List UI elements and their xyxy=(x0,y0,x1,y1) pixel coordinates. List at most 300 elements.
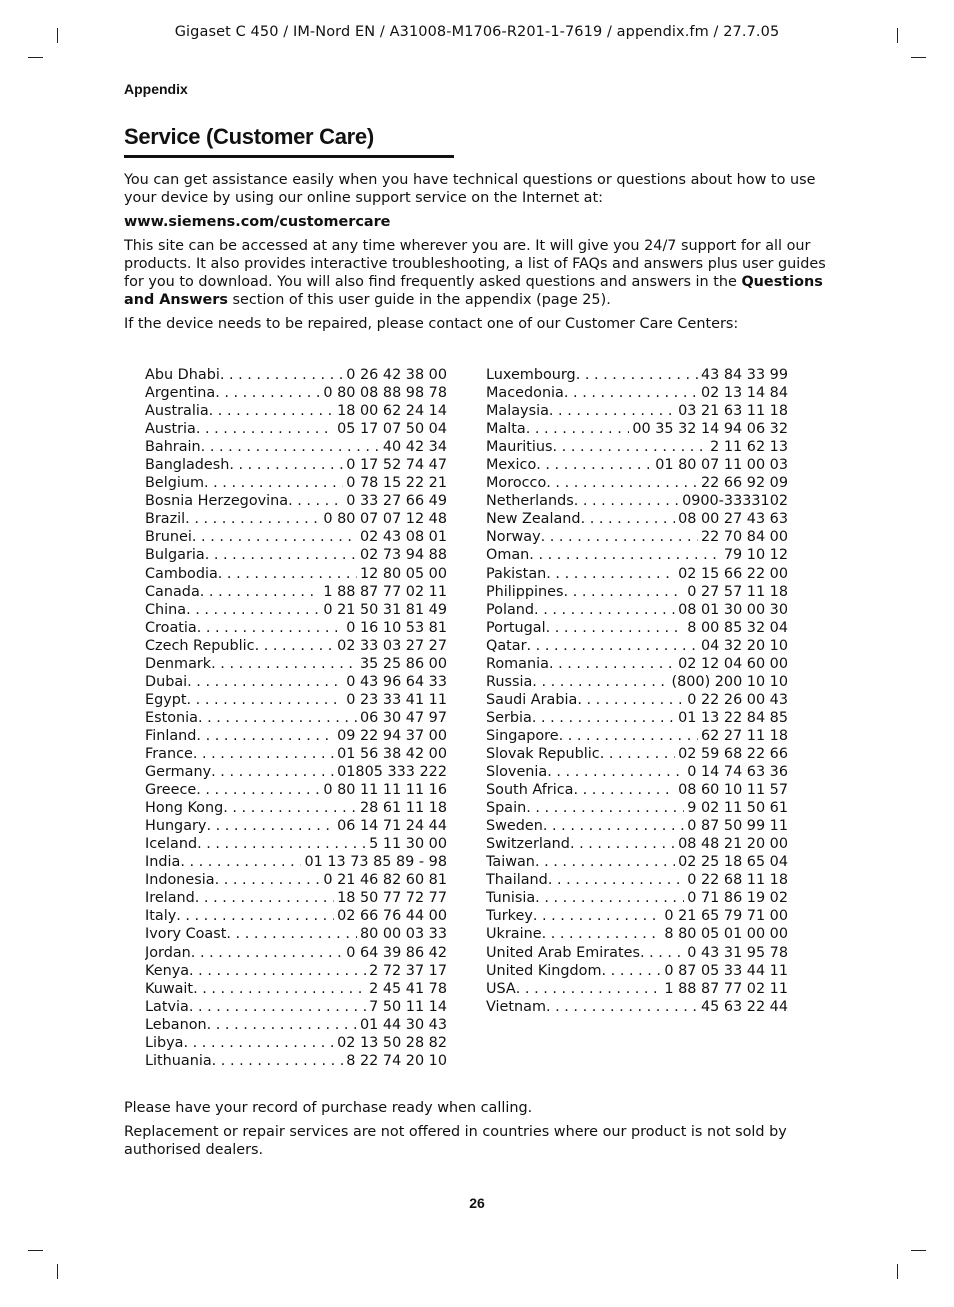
phone-number: 0 26 42 38 00 xyxy=(346,367,447,383)
dot-leader xyxy=(207,1016,357,1034)
dot-leader xyxy=(197,835,366,853)
customer-care-list-left xyxy=(145,366,447,1070)
site-paragraph xyxy=(124,237,832,309)
phone-number: 00 35 32 14 94 06 32 xyxy=(632,421,788,438)
care-center-row xyxy=(486,998,788,1016)
care-center-row xyxy=(145,510,447,528)
care-center-row xyxy=(486,799,788,817)
care-center-row xyxy=(486,655,788,673)
dot-leader xyxy=(574,492,679,510)
title-underline xyxy=(124,155,454,158)
phone-number: 0 17 52 74 47 xyxy=(346,457,447,474)
phone-number: 8 80 05 01 00 00 xyxy=(664,926,788,943)
dot-leader xyxy=(535,853,675,871)
care-center-row xyxy=(145,546,447,564)
phone-number: 02 25 18 65 04 xyxy=(678,854,788,871)
dot-leader xyxy=(576,366,698,384)
country-name: Cambodia xyxy=(145,565,218,582)
phone-number: 8 00 85 32 04 xyxy=(687,619,788,636)
phone-number: 02 13 14 84 xyxy=(701,385,788,402)
care-center-row xyxy=(145,980,447,998)
dot-leader xyxy=(533,907,662,925)
care-center-row xyxy=(486,366,788,384)
dot-leader xyxy=(288,492,343,510)
phone-number: 02 15 66 22 00 xyxy=(678,565,788,582)
phone-number: 0 21 46 82 60 81 xyxy=(323,872,447,889)
phone-number: 02 59 68 22 66 xyxy=(678,745,788,762)
dot-leader xyxy=(220,366,343,384)
care-center-row xyxy=(145,889,447,907)
dot-leader xyxy=(527,637,698,655)
phone-number: 0 80 11 11 11 16 xyxy=(323,782,447,799)
dot-leader xyxy=(211,763,334,781)
phone-number: 0 64 39 86 42 xyxy=(346,944,447,961)
care-center-row xyxy=(145,799,447,817)
care-center-row xyxy=(486,980,788,998)
country-name: Thailand xyxy=(486,872,548,889)
care-center-row xyxy=(486,528,788,546)
phone-number: 03 21 63 11 18 xyxy=(678,403,788,420)
dot-leader xyxy=(200,583,321,601)
phone-number: 79 10 12 xyxy=(723,547,788,564)
care-center-row xyxy=(145,907,447,925)
phone-number: 40 42 34 xyxy=(382,439,447,456)
phone-number: 12 80 05 00 xyxy=(360,565,447,582)
dot-leader xyxy=(602,962,662,980)
country-name: Mexico xyxy=(486,457,537,474)
country-name: Turkey xyxy=(486,908,533,925)
phone-number: 7 50 11 14 xyxy=(369,998,447,1015)
care-center-row xyxy=(145,817,447,835)
phone-number: 06 30 47 97 xyxy=(360,709,447,726)
dot-leader xyxy=(187,691,344,709)
dot-leader xyxy=(553,438,708,456)
dot-leader xyxy=(534,601,675,619)
dot-leader xyxy=(532,673,668,691)
dot-leader xyxy=(570,835,675,853)
phone-number: 06 14 71 24 44 xyxy=(337,818,447,835)
phone-number: 0 80 08 88 98 78 xyxy=(323,385,447,402)
phone-number: 04 32 20 10 xyxy=(701,637,788,654)
phone-number: 1 88 87 77 02 11 xyxy=(323,583,447,600)
dot-leader xyxy=(201,438,380,456)
country-name: Morocco xyxy=(486,475,547,492)
phone-number: 45 63 22 44 xyxy=(701,998,788,1015)
country-name: Hong Kong xyxy=(145,800,224,817)
care-center-row xyxy=(145,853,447,871)
dot-leader xyxy=(573,781,675,799)
country-name: Singapore xyxy=(486,727,559,744)
support-url[interactable]: www.siemens.com/customercare xyxy=(124,214,391,230)
dot-leader xyxy=(196,781,320,799)
country-name: Ivory Coast xyxy=(145,926,227,943)
dot-leader xyxy=(189,998,366,1016)
phone-number: 0 22 26 00 43 xyxy=(687,691,788,708)
phone-number: 02 43 08 01 xyxy=(360,529,447,546)
phone-number: 62 27 11 18 xyxy=(701,727,788,744)
country-name: Portugal xyxy=(486,619,546,636)
crop-mark xyxy=(911,1250,926,1251)
country-name: Denmark xyxy=(145,655,212,672)
care-center-row xyxy=(486,889,788,907)
country-name: Taiwan xyxy=(486,854,535,871)
phone-number: 0 16 10 53 81 xyxy=(346,619,447,636)
care-center-row xyxy=(145,402,447,420)
country-name: Austria xyxy=(145,421,196,438)
dot-leader xyxy=(212,1052,344,1070)
country-name: Australia xyxy=(145,403,209,420)
country-name: Germany xyxy=(145,764,212,781)
care-center-row xyxy=(145,1052,447,1070)
page-title: Service (Customer Care) xyxy=(124,124,374,149)
phone-number: 05 17 07 50 04 xyxy=(337,421,447,438)
country-name: Poland xyxy=(486,601,535,618)
customer-care-list-right xyxy=(486,366,788,1016)
dot-leader xyxy=(548,871,684,889)
phone-number: 35 25 86 00 xyxy=(360,655,447,672)
country-name: Brunei xyxy=(145,529,192,546)
crop-mark xyxy=(57,28,58,43)
care-center-row xyxy=(145,619,447,637)
dot-leader xyxy=(559,727,698,745)
phone-number: 0 80 07 07 12 48 xyxy=(323,511,447,528)
dot-leader xyxy=(198,709,357,727)
country-name: Malta xyxy=(486,421,526,438)
country-name: USA xyxy=(486,980,516,997)
care-center-row xyxy=(486,691,788,709)
country-name: India xyxy=(145,854,181,871)
country-name: Vietnam xyxy=(486,998,546,1015)
care-center-row xyxy=(486,402,788,420)
care-center-row xyxy=(145,727,447,745)
phone-number: 0 43 96 64 33 xyxy=(346,673,447,690)
country-name: Sweden xyxy=(486,818,543,835)
care-center-row xyxy=(486,673,788,691)
country-name: Canada xyxy=(145,583,200,600)
phone-number: 0 43 31 95 78 xyxy=(687,944,788,961)
dot-leader xyxy=(189,962,366,980)
phone-number: 18 50 77 72 77 xyxy=(337,890,447,907)
care-center-row xyxy=(145,456,447,474)
site-text-after: section of this user guide in the appendix (page 25). xyxy=(227,292,611,308)
phone-number: 0 71 86 19 02 xyxy=(687,890,788,907)
phone-number: 08 60 10 11 57 xyxy=(678,782,788,799)
country-name: Kenya xyxy=(145,962,190,979)
dot-leader xyxy=(546,998,698,1016)
phone-number: 22 70 84 00 xyxy=(701,529,788,546)
phone-number: 0 21 65 79 71 00 xyxy=(664,908,788,925)
dot-leader xyxy=(564,384,698,402)
dot-leader xyxy=(577,691,684,709)
dot-leader xyxy=(532,709,675,727)
phone-number: (800) 200 10 10 xyxy=(671,673,788,690)
dot-leader xyxy=(205,546,357,564)
care-center-row xyxy=(145,673,447,691)
country-name: Bulgaria xyxy=(145,547,205,564)
phone-number: 0 21 50 31 81 49 xyxy=(323,601,447,618)
dot-leader xyxy=(197,619,344,637)
phone-number: 0 87 50 99 11 xyxy=(687,818,788,835)
dot-leader xyxy=(541,528,698,546)
dot-leader xyxy=(211,655,357,673)
country-name: Greece xyxy=(145,782,197,799)
phone-number: 2 11 62 13 xyxy=(710,439,788,456)
country-name: Russia xyxy=(486,673,533,690)
dot-leader xyxy=(192,528,357,546)
phone-number: 2 45 41 78 xyxy=(369,980,447,997)
dot-leader xyxy=(186,601,320,619)
site-text-before: This site can be accessed at any time wherever you are. It will give you 24/7 support for all our products. It also provides interactive troubleshooting, a list of FAQs and answers plus user guides for you to download. You will also find frequently asked questions and answers in the xyxy=(124,238,826,290)
country-name: Ireland xyxy=(145,890,195,907)
phone-number: 22 66 92 09 xyxy=(701,475,788,492)
care-center-row xyxy=(486,510,788,528)
qa-section-reference: Questions and Answers xyxy=(124,274,823,308)
care-center-row xyxy=(145,925,447,943)
country-name: New Zealand xyxy=(486,511,581,528)
dot-leader xyxy=(184,1034,335,1052)
phone-number: 0900-3333102 xyxy=(682,493,788,510)
care-center-row xyxy=(486,817,788,835)
care-center-row xyxy=(145,871,447,889)
care-center-row xyxy=(486,709,788,727)
dot-leader xyxy=(180,853,301,871)
care-center-row xyxy=(486,619,788,637)
phone-number: 02 66 76 44 00 xyxy=(337,908,447,925)
country-name: Romania xyxy=(486,655,549,672)
care-center-row xyxy=(145,528,447,546)
crop-mark xyxy=(897,28,898,43)
care-center-row xyxy=(486,745,788,763)
care-center-row xyxy=(486,601,788,619)
care-center-row xyxy=(486,962,788,980)
phone-number: 09 22 94 37 00 xyxy=(337,727,447,744)
phone-number: 0 33 27 66 49 xyxy=(346,493,447,510)
country-name: Spain xyxy=(486,800,527,817)
care-center-row xyxy=(145,1034,447,1052)
dot-leader xyxy=(542,925,662,943)
phone-number: 28 61 11 18 xyxy=(360,800,447,817)
care-center-row xyxy=(486,907,788,925)
phone-number: 02 12 04 60 00 xyxy=(678,655,788,672)
phone-number: 08 00 27 43 63 xyxy=(678,511,788,528)
country-name: Belgium xyxy=(145,475,204,492)
care-center-row xyxy=(486,438,788,456)
country-name: Dubai xyxy=(145,673,188,690)
country-name: Malaysia xyxy=(486,403,549,420)
country-name: Macedonia xyxy=(486,385,564,402)
care-center-row xyxy=(145,366,447,384)
care-center-row xyxy=(486,835,788,853)
phone-number: 0 78 15 22 21 xyxy=(346,475,447,492)
phone-number: 01 56 38 42 00 xyxy=(337,745,447,762)
country-name: Norway xyxy=(486,529,541,546)
care-center-row xyxy=(486,763,788,781)
phone-number: 43 84 33 99 xyxy=(701,367,788,383)
care-center-row xyxy=(145,709,447,727)
country-name: Egypt xyxy=(145,691,187,708)
country-name: Bangladesh xyxy=(145,457,230,474)
care-center-row xyxy=(145,565,447,583)
phone-number: 2 72 37 17 xyxy=(369,962,447,979)
dot-leader xyxy=(600,745,675,763)
care-center-row xyxy=(145,655,447,673)
country-name: Slovenia xyxy=(486,764,548,781)
dot-leader xyxy=(195,889,334,907)
country-name: Saudi Arabia xyxy=(486,691,578,708)
country-name: France xyxy=(145,745,193,762)
dot-leader xyxy=(193,745,334,763)
country-name: Brazil xyxy=(145,511,186,528)
country-name: Hungary xyxy=(145,818,207,835)
care-center-row xyxy=(145,637,447,655)
care-center-row xyxy=(486,944,788,962)
phone-number: 0 14 74 63 36 xyxy=(687,764,788,781)
phone-number: 01 13 22 84 85 xyxy=(678,709,788,726)
country-name: Jordan xyxy=(145,944,191,961)
care-center-row xyxy=(145,691,447,709)
phone-number: 01 44 30 43 xyxy=(360,1016,447,1033)
crop-mark xyxy=(57,1264,58,1279)
dot-leader xyxy=(215,871,321,889)
phone-number: 0 27 57 11 18 xyxy=(687,583,788,600)
dot-leader xyxy=(215,384,320,402)
dot-leader xyxy=(196,420,334,438)
care-center-row xyxy=(145,474,447,492)
dot-leader xyxy=(206,817,334,835)
page-number: 26 xyxy=(469,1195,485,1211)
country-name: Lebanon xyxy=(145,1016,207,1033)
country-name: Kuwait xyxy=(145,980,194,997)
dot-leader xyxy=(209,402,334,420)
dot-leader xyxy=(191,944,344,962)
dot-leader xyxy=(526,799,684,817)
phone-number: 0 23 33 41 11 xyxy=(346,691,447,708)
dot-leader xyxy=(255,637,335,655)
phone-number: 08 01 30 00 30 xyxy=(678,601,788,618)
dot-leader xyxy=(193,980,366,998)
country-name: South Africa xyxy=(486,782,574,799)
country-name: Pakistan xyxy=(486,565,547,582)
phone-number: 02 33 03 27 27 xyxy=(337,637,447,654)
country-name: United Arab Emirates xyxy=(486,944,640,961)
country-name: Lithuania xyxy=(145,1052,212,1069)
dot-leader xyxy=(516,980,662,998)
phone-number: 5 11 30 00 xyxy=(369,836,447,853)
phone-number: 1 88 87 77 02 11 xyxy=(664,980,788,997)
care-center-row xyxy=(486,637,788,655)
country-name: Philippines xyxy=(486,583,564,600)
care-center-row xyxy=(486,492,788,510)
care-center-row xyxy=(486,853,788,871)
country-name: Switzerland xyxy=(486,836,570,853)
repair-paragraph: If the device needs to be repaired, please contact one of our Customer Care Centers: xyxy=(124,316,739,332)
country-name: Finland xyxy=(145,727,197,744)
care-center-row xyxy=(145,384,447,402)
country-name: Oman xyxy=(486,547,530,564)
dot-leader xyxy=(226,925,357,943)
dot-leader xyxy=(546,474,698,492)
dot-leader xyxy=(549,655,675,673)
country-name: Ukraine xyxy=(486,926,542,943)
country-name: United Kingdom xyxy=(486,962,602,979)
purchase-note: Please have your record of purchase ready when calling. xyxy=(124,1100,533,1116)
care-center-row xyxy=(486,565,788,583)
dot-leader xyxy=(564,583,685,601)
country-name: Libya xyxy=(145,1034,184,1051)
care-center-row xyxy=(145,1016,447,1034)
dot-leader xyxy=(223,799,357,817)
country-name: Italy xyxy=(145,908,177,925)
phone-number: 18 00 62 24 14 xyxy=(337,403,447,420)
care-center-row xyxy=(145,962,447,980)
dot-leader xyxy=(549,402,675,420)
crop-mark xyxy=(897,1264,898,1279)
care-center-row xyxy=(486,384,788,402)
dot-leader xyxy=(218,565,357,583)
dot-leader xyxy=(187,673,343,691)
dot-leader xyxy=(543,817,684,835)
country-name: Serbia xyxy=(486,709,532,726)
dot-leader xyxy=(229,456,343,474)
country-name: Bosnia Herzegovina xyxy=(145,493,289,510)
country-name: Indonesia xyxy=(145,872,215,889)
phone-number: 01 13 73 85 89 - 98 xyxy=(304,854,447,871)
care-center-row xyxy=(486,474,788,492)
dot-leader xyxy=(535,889,684,907)
country-name: Luxembourg xyxy=(486,367,576,383)
care-center-row xyxy=(145,583,447,601)
crop-mark xyxy=(911,57,926,58)
care-center-row xyxy=(486,727,788,745)
replacement-note: Replacement or repair services are not offered in countries where our product is not sold by authorised dealers. xyxy=(124,1124,787,1158)
care-center-row xyxy=(486,456,788,474)
dot-leader xyxy=(546,565,675,583)
dot-leader xyxy=(536,456,652,474)
country-name: China xyxy=(145,601,187,618)
dot-leader xyxy=(185,510,320,528)
country-name: Croatia xyxy=(145,619,197,636)
care-center-row xyxy=(145,420,447,438)
section-label: Appendix xyxy=(124,81,188,97)
phone-number: 01 80 07 11 00 03 xyxy=(655,457,788,474)
country-name: Slovak Republic xyxy=(486,745,600,762)
dot-leader xyxy=(196,727,334,745)
crop-mark xyxy=(28,1250,43,1251)
country-name: Argentina xyxy=(145,385,216,402)
care-center-row xyxy=(486,583,788,601)
phone-number: 80 00 03 33 xyxy=(360,926,447,943)
crop-mark xyxy=(28,57,43,58)
country-name: Tunisia xyxy=(486,890,536,907)
country-name: Estonia xyxy=(145,709,198,726)
care-center-row xyxy=(145,745,447,763)
dot-leader xyxy=(581,510,676,528)
care-center-row xyxy=(486,546,788,564)
country-name: Czech Republic xyxy=(145,637,255,654)
country-name: Abu Dhabi xyxy=(145,367,220,383)
intro-paragraph: You can get assistance easily when you have technical questions or questions about how to use your device by using our online support service on the Internet at: xyxy=(124,172,816,206)
care-center-row xyxy=(145,781,447,799)
phone-number: 9 02 11 50 61 xyxy=(687,800,788,817)
country-name: Iceland xyxy=(145,836,198,853)
phone-number: 01805 333 222 xyxy=(337,764,447,781)
country-name: Qatar xyxy=(486,637,527,654)
dot-leader xyxy=(204,474,343,492)
country-name: Netherlands xyxy=(486,493,574,510)
country-name: Latvia xyxy=(145,998,189,1015)
care-center-row xyxy=(486,781,788,799)
dot-leader xyxy=(526,420,630,438)
